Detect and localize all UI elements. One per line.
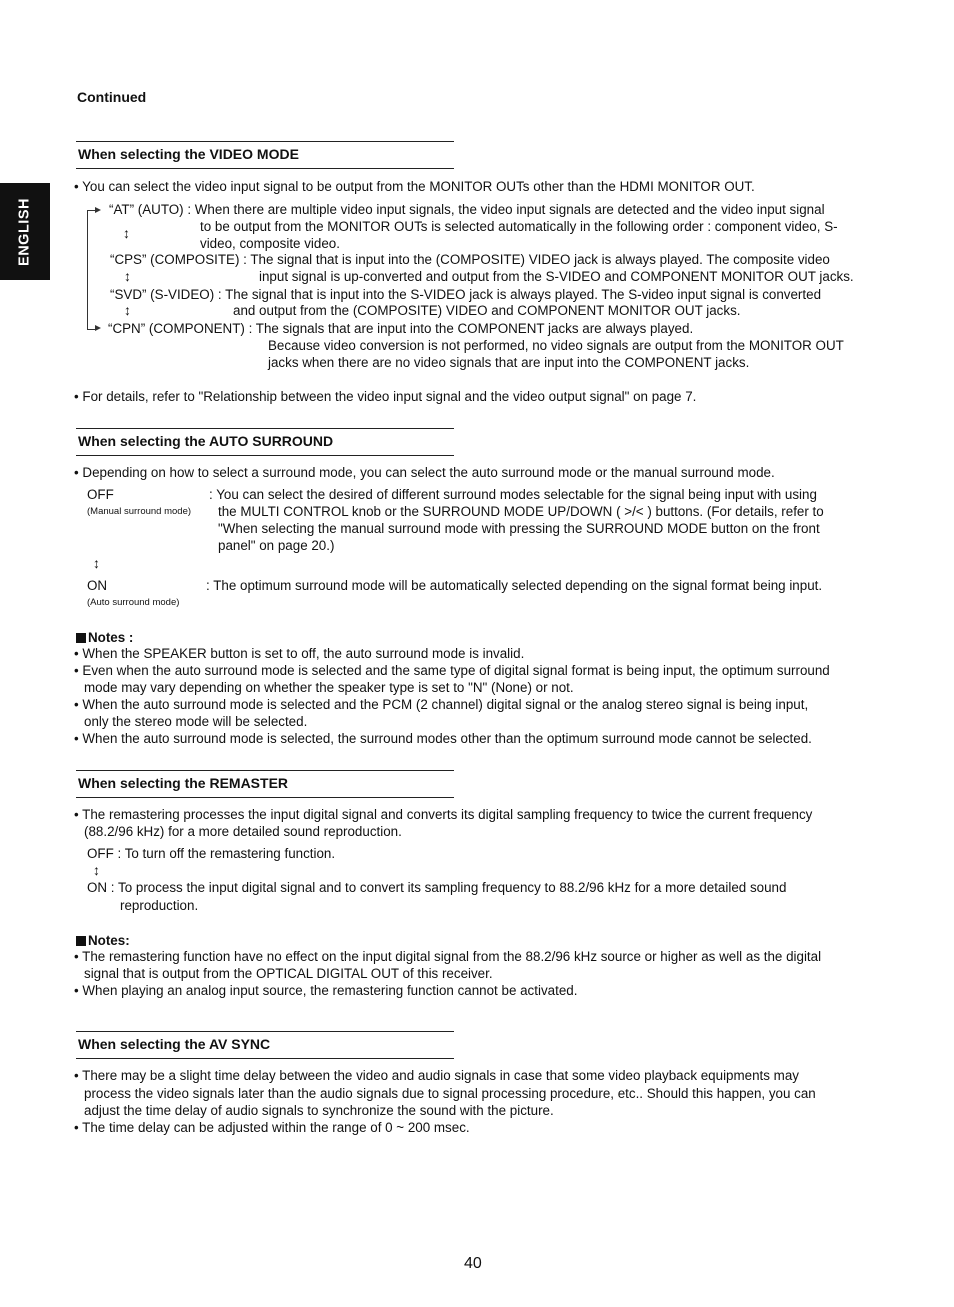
auto-surround-off-sub: (Manual surround mode) <box>87 506 192 517</box>
auto-surround-heading-text: When selecting the AUTO SURROUND <box>78 433 334 449</box>
auto-surround-note-1: • When the SPEAKER button is set to off, the auto surround mode is invalid. <box>74 646 525 661</box>
auto-surround-off-line3: "When selecting the manual surround mode with pressing the SURROUND MODE button on the front <box>218 521 820 536</box>
auto-surround-note-2b: mode may vary depending on whether the speaker type is set to "N" (None) or not. <box>84 680 574 695</box>
remaster-notes-title <box>76 932 130 949</box>
auto-surround-off-label: OFF <box>87 487 114 502</box>
remaster-note-2: • When playing an analog input source, the remastering function cannot be activated. <box>74 983 578 998</box>
av-sync-para-1a: • There may be a slight time delay between the video and audio signals in case that some video playback equipments may <box>74 1068 799 1083</box>
auto-surround-intro: • Depending on how to select a surround mode, you can select the auto surround mode or the manual surround mode. <box>74 465 775 480</box>
remaster-heading <box>76 770 454 798</box>
video-mode-svd-line2: and output from the (COMPOSITE) VIDEO and COMPONENT MONITOR OUT jacks. <box>233 303 741 318</box>
video-mode-at-line2: to be output from the MONITOR OUTs is selected automatically in the following order : component video, S- <box>200 219 838 234</box>
cycle-bracket <box>87 210 96 330</box>
square-bullet-icon <box>76 936 86 946</box>
video-mode-intro: • You can select the video input signal to be output from the MONITOR OUTs other than the HDMI MONITOR OUT. <box>74 179 755 194</box>
cycle-arrow-icon: ↕ <box>124 302 131 318</box>
auto-surround-on-line1: : The optimum surround mode will be automatically selected depending on the signal format being input. <box>206 578 823 593</box>
video-mode-cpn-line3: jacks when there are no video signals that are input into the COMPONENT jacks. <box>268 355 750 370</box>
video-mode-cpn-line2: Because video conversion is not performed, no video signals are output from the MONITOR OUT <box>268 338 844 353</box>
auto-surround-notes-title <box>76 629 133 646</box>
auto-surround-off-line1: : You can select the desired of different surround modes selectable for the signal being input with using <box>209 487 817 502</box>
av-sync-para-2: • The time delay can be adjusted within the range of 0 ~ 200 msec. <box>74 1120 470 1135</box>
auto-surround-note-4: • When the auto surround mode is selected, the surround modes other than the optimum surround mode cannot be selected. <box>74 731 812 746</box>
auto-surround-note-3b: only the stereo mode will be selected. <box>84 714 308 729</box>
video-mode-at-line3: video, composite video. <box>200 236 340 251</box>
auto-surround-on-label: ON <box>87 578 108 593</box>
toggle-arrow-icon: ↕ <box>93 555 100 571</box>
video-mode-heading-text: When selecting the VIDEO MODE <box>78 146 299 162</box>
remaster-intro-2: (88.2/96 kHz) for a more detailed sound reproduction. <box>84 824 402 839</box>
remaster-off: OFF : To turn off the remastering function. <box>87 846 336 861</box>
continued-label: Continued <box>77 89 147 105</box>
toggle-arrow-icon: ↕ <box>93 862 100 878</box>
auto-surround-on-sub: (Auto surround mode) <box>87 597 180 608</box>
cycle-arrow-icon: ↕ <box>124 268 131 284</box>
av-sync-para-1c: adjust the time delay of audio signals to synchronize the sound with the picture. <box>84 1103 554 1118</box>
cycle-arrowhead-bottom <box>95 325 101 331</box>
auto-surround-heading <box>76 428 454 456</box>
remaster-on-2: reproduction. <box>120 898 199 913</box>
auto-surround-note-3a: • When the auto surround mode is selected and the PCM (2 channel) digital signal or the analog stereo signal is being input, <box>74 697 809 712</box>
auto-surround-off-line4: panel" on page 20.) <box>218 538 335 553</box>
cycle-arrowhead-top <box>95 207 101 213</box>
cycle-arrow-icon: ↕ <box>123 225 130 241</box>
auto-surround-notes-title-text: Notes : <box>88 630 134 645</box>
video-mode-at-line1: “AT” (AUTO) : When there are multiple video input signals, the video input signals are detected and the video input signal <box>109 202 825 217</box>
remaster-note-1a: • The remastering function have no effect on the input digital signal from the 88.2/96 kHz source or higher as well as the digital <box>74 949 822 964</box>
av-sync-heading <box>76 1031 454 1059</box>
auto-surround-note-2a: • Even when the auto surround mode is selected and the same type of digital signal format is being input, the optimum surround <box>74 663 830 678</box>
remaster-notes-title-text: Notes: <box>88 933 130 948</box>
av-sync-heading-text: When selecting the AV SYNC <box>78 1036 271 1052</box>
video-mode-heading <box>76 141 454 169</box>
page-number: 40 <box>464 1255 482 1272</box>
av-sync-para-1b: process the video signals later than the audio signals due to signal processing procedure, etc.. Should this happen, you can <box>84 1086 816 1101</box>
video-mode-cps-line2: input signal is up-converted and output from the S-VIDEO and COMPONENT MONITOR OUT jacks. <box>259 269 854 284</box>
remaster-note-1b: signal that is output from the OPTICAL DIGITAL OUT of this receiver. <box>84 966 493 981</box>
remaster-intro-1: • The remastering processes the input digital signal and converts its digital sampling frequency to twice the current frequency <box>74 807 813 822</box>
video-mode-details: • For details, refer to "Relationship between the video input signal and the video output signal" on page 7. <box>74 389 697 404</box>
video-mode-svd-line1: “SVD” (S-VIDEO) : The signal that is input into the S-VIDEO jack is always played. The S-video input signal is converted <box>110 287 822 302</box>
language-tab <box>0 183 50 280</box>
auto-surround-off-line2: the MULTI CONTROL knob or the SURROUND MODE UP/DOWN ( >/< ) buttons. (For details, refer to <box>218 504 824 519</box>
video-mode-cpn-line1: “CPN” (COMPONENT) : The signals that are input into the COMPONENT jacks are always played. <box>108 321 694 336</box>
language-tab-label: ENGLISH <box>16 197 33 266</box>
video-mode-cps-line1: “CPS” (COMPOSITE) : The signal that is input into the (COMPOSITE) VIDEO jack is always played. The composite video <box>110 252 830 267</box>
square-bullet-icon <box>76 633 86 643</box>
remaster-heading-text: When selecting the REMASTER <box>78 775 289 791</box>
remaster-on-1: ON : To process the input digital signal and to convert its sampling frequency to 88.2/96 kHz for a more detailed sound <box>87 880 787 895</box>
